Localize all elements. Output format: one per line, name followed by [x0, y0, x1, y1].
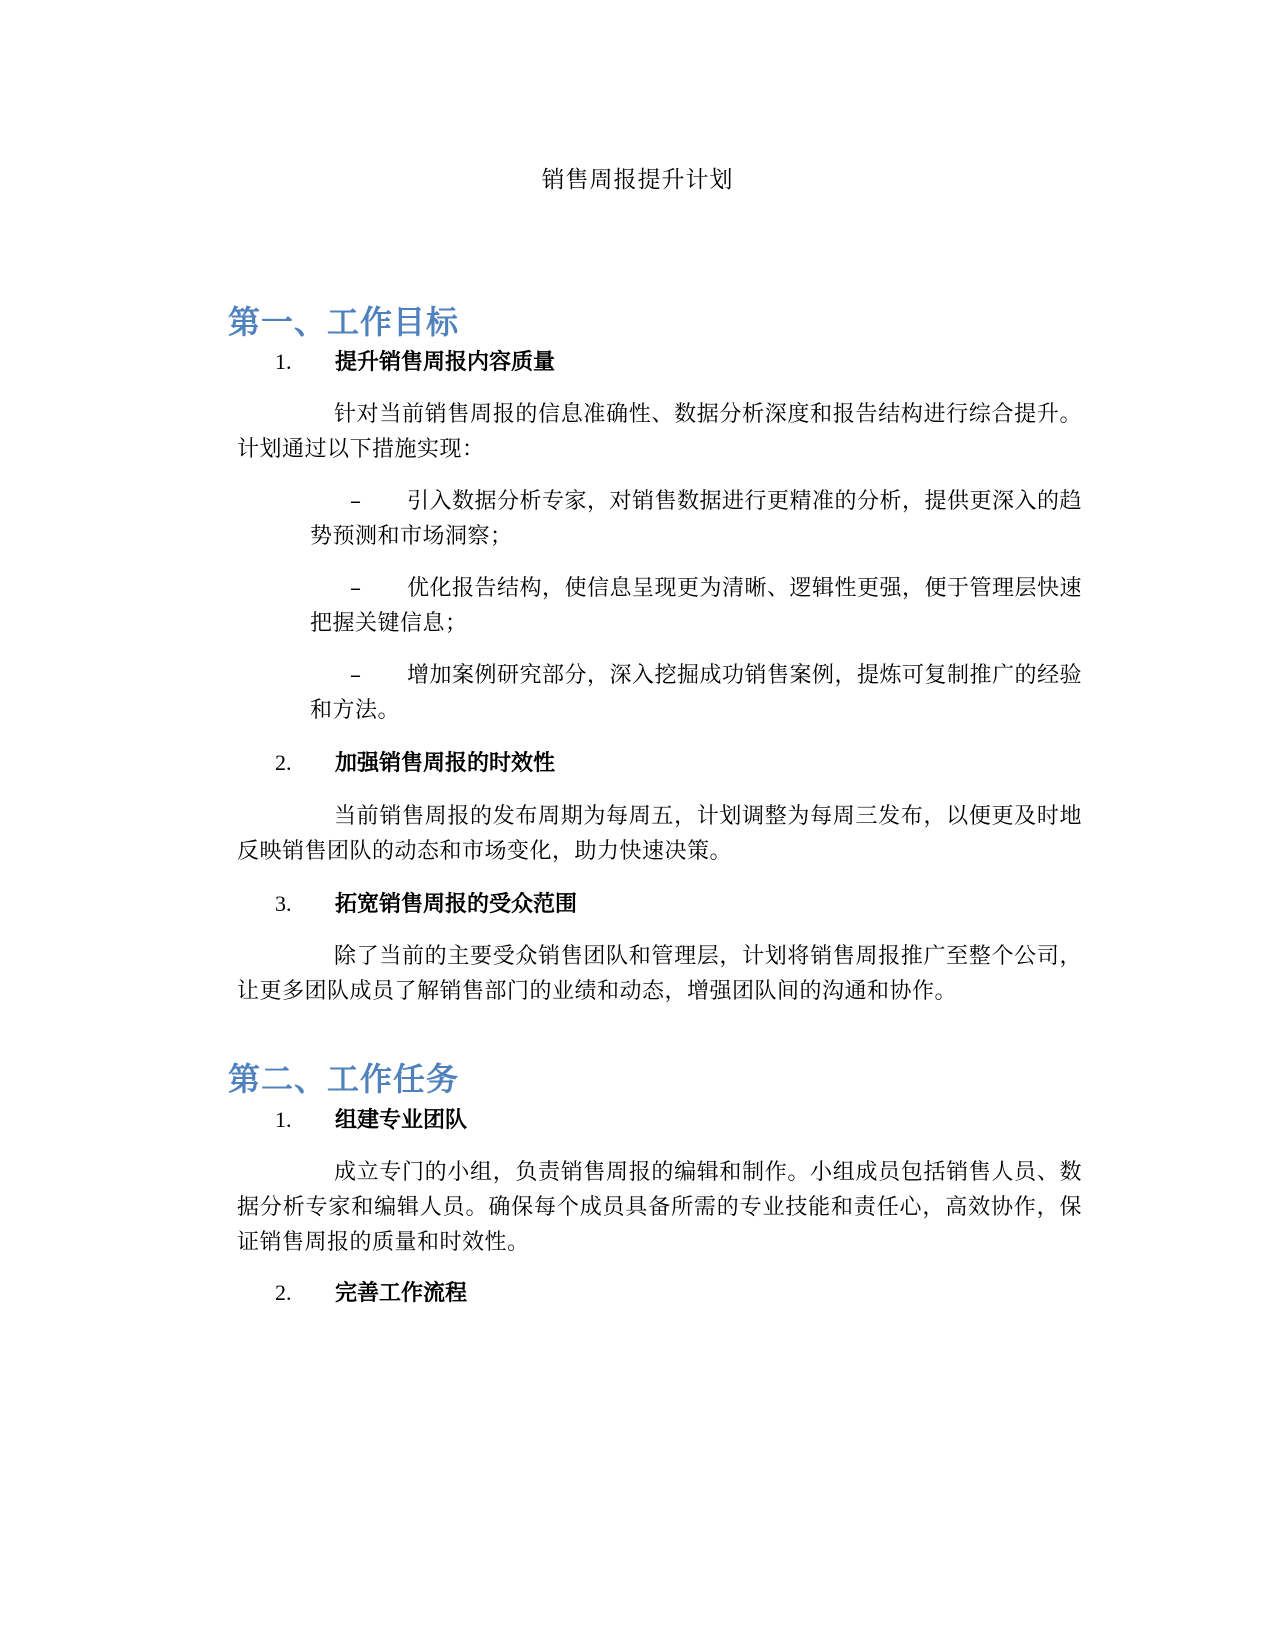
item-number: 2. [275, 750, 292, 775]
document-title: 销售周报提升计划 [541, 167, 734, 193]
item-title: 组建专业团队 [335, 1108, 468, 1133]
dash-marker: – [350, 576, 362, 601]
item-number: 1. [275, 1107, 292, 1132]
item-title: 提升销售周报内容质量 [335, 350, 556, 375]
paragraph: 当前销售周报的发布周期为每周五，计划调整为每周三发布，以便更及时地反映销售团队的动态和市场变化，助力快速决策。 [237, 804, 1082, 864]
paragraph: 针对当前销售周报的信息准确性、数据分析深度和报告结构进行综合提升。计划通过以下措施实现： [237, 402, 1082, 462]
item-title: 拓宽销售周报的受众范围 [335, 892, 578, 917]
bullet-text: 引入数据分析专家，对销售数据进行更精准的分析，提供更深入的趋势预测和市场洞察； [310, 489, 1083, 549]
item-title: 加强销售周报的时效性 [335, 751, 556, 776]
item-heading [275, 748, 555, 779]
bullet-text: 优化报告结构，使信息呈现更为清晰、逻辑性更强，便于管理层快速把握关键信息； [310, 576, 1083, 636]
bullet-item [310, 571, 1082, 641]
bullet-item [310, 658, 1082, 728]
item-heading [275, 1278, 467, 1309]
section-heading-tasks: 第二、工作任务 [228, 1060, 460, 1098]
item-heading [275, 1105, 467, 1136]
item-title: 完善工作流程 [335, 1281, 468, 1306]
item-heading [275, 889, 577, 920]
item-number: 3. [275, 891, 292, 916]
item-number: 1. [275, 349, 292, 374]
item-heading [275, 347, 555, 378]
item-number: 2. [275, 1280, 292, 1305]
dash-marker: – [350, 663, 362, 688]
section-heading-goals: 第一、工作目标 [228, 303, 460, 341]
paragraph: 成立专门的小组，负责销售周报的编辑和制作。小组成员包括销售人员、数据分析专家和编辑人员。确保每个成员具备所需的专业技能和责任心，高效协作，保证销售周报的质量和时效性。 [237, 1160, 1082, 1255]
paragraph: 除了当前的主要受众销售团队和管理层，计划将销售周报推广至整个公司，让更多团队成员了解销售部门的业绩和动态，增强团队间的沟通和协作。 [237, 944, 1082, 1004]
bullet-text: 增加案例研究部分，深入挖掘成功销售案例，提炼可复制推广的经验和方法。 [310, 663, 1083, 723]
dash-marker: – [350, 489, 362, 514]
bullet-item [310, 484, 1082, 554]
